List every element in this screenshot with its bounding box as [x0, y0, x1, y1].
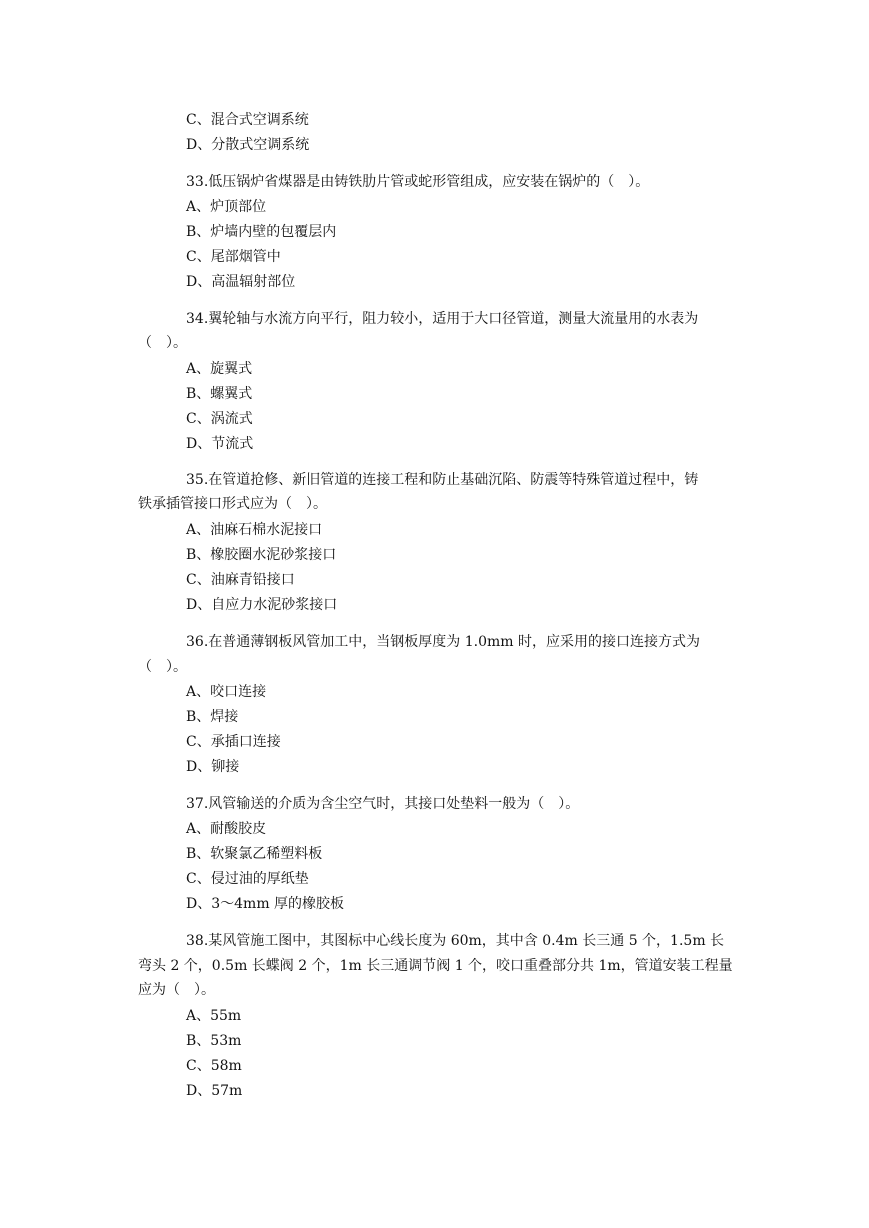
question-38-option-b: B、53m [186, 1033, 242, 1049]
question-37-option-a: A、耐酸胶皮 [186, 821, 267, 837]
question-34-text-line-2: （ ）。 [138, 335, 187, 351]
question-37-option-d: D、3～4mm 厚的橡胶板 [186, 896, 345, 912]
question-33-option-a: A、炉顶部位 [186, 199, 267, 215]
question-35-option-d: D、自应力水泥砂浆接口 [186, 597, 338, 613]
question-33-text: 33.低压锅炉省煤器是由铸铁肋片管或蛇形管组成，应安装在锅炉的（ ）。 [186, 174, 650, 190]
question-34-text-line-1: 34.翼轮轴与水流方向平行，阻力较小，适用于大口径管道，测量大流量用的水表为 [186, 311, 699, 327]
question-34-option-a: A、旋翼式 [186, 361, 253, 377]
option-d: D、分散式空调系统 [186, 137, 310, 153]
question-36-option-b: B、焊接 [186, 709, 239, 725]
question-37-text: 37.风管输送的介质为含尘空气时，其接口处垫料一般为（ ）。 [186, 796, 580, 812]
question-33-option-d: D、高温辐射部位 [186, 274, 296, 290]
question-37-option-b: B、软聚氯乙稀塑料板 [186, 846, 323, 862]
question-35-text-line-2: 铁承插管接口形式应为（ ）。 [138, 496, 327, 512]
question-36-option-d: D、铆接 [186, 759, 240, 775]
question-37-option-c: C、侵过油的厚纸垫 [186, 871, 309, 887]
question-34-option-d: D、节流式 [186, 436, 254, 452]
question-38-option-a: A、55m [186, 1008, 242, 1024]
question-35-text-line-1: 35.在管道抢修、新旧管道的连接工程和防止基础沉陷、防震等特殊管道过程中，铸 [186, 472, 699, 488]
question-33-option-b: B、炉墙内壁的包覆层内 [186, 224, 337, 240]
question-35-option-a: A、油麻石棉水泥接口 [186, 522, 323, 538]
question-36-option-a: A、咬口连接 [186, 684, 267, 700]
question-36-text-line-1: 36.在普通薄钢板风管加工中，当钢板厚度为 1.0mm 时，应采用的接口连接方式为 [186, 634, 700, 650]
question-34-option-b: B、螺翼式 [186, 386, 253, 402]
question-38-text-line-2: 弯头 2 个，0.5m 长蝶阀 2 个，1m 长三通调节阀 1 个，咬口重叠部分共 1m，管道安装工程量 [138, 958, 733, 974]
question-38-option-d: D、57m [186, 1083, 243, 1099]
question-36-text-line-2: （ ）。 [138, 659, 187, 675]
question-38-text-line-3: 应为（ ）。 [138, 982, 215, 998]
question-35-option-b: B、橡胶圈水泥砂浆接口 [186, 547, 337, 563]
option-c: C、混合式空调系统 [186, 112, 309, 128]
question-36-option-c: C、承插口连接 [186, 734, 281, 750]
question-35-option-c: C、油麻青铅接口 [186, 572, 295, 588]
question-38-text-line-1: 38.某风管施工图中，其图标中心线长度为 60m，其中含 0.4m 长三通 5 个，1.5m 长 [186, 933, 725, 949]
question-38-option-c: C、58m [186, 1058, 242, 1074]
question-33-option-c: C、尾部烟管中 [186, 249, 281, 265]
question-34-option-c: C、涡流式 [186, 411, 253, 427]
